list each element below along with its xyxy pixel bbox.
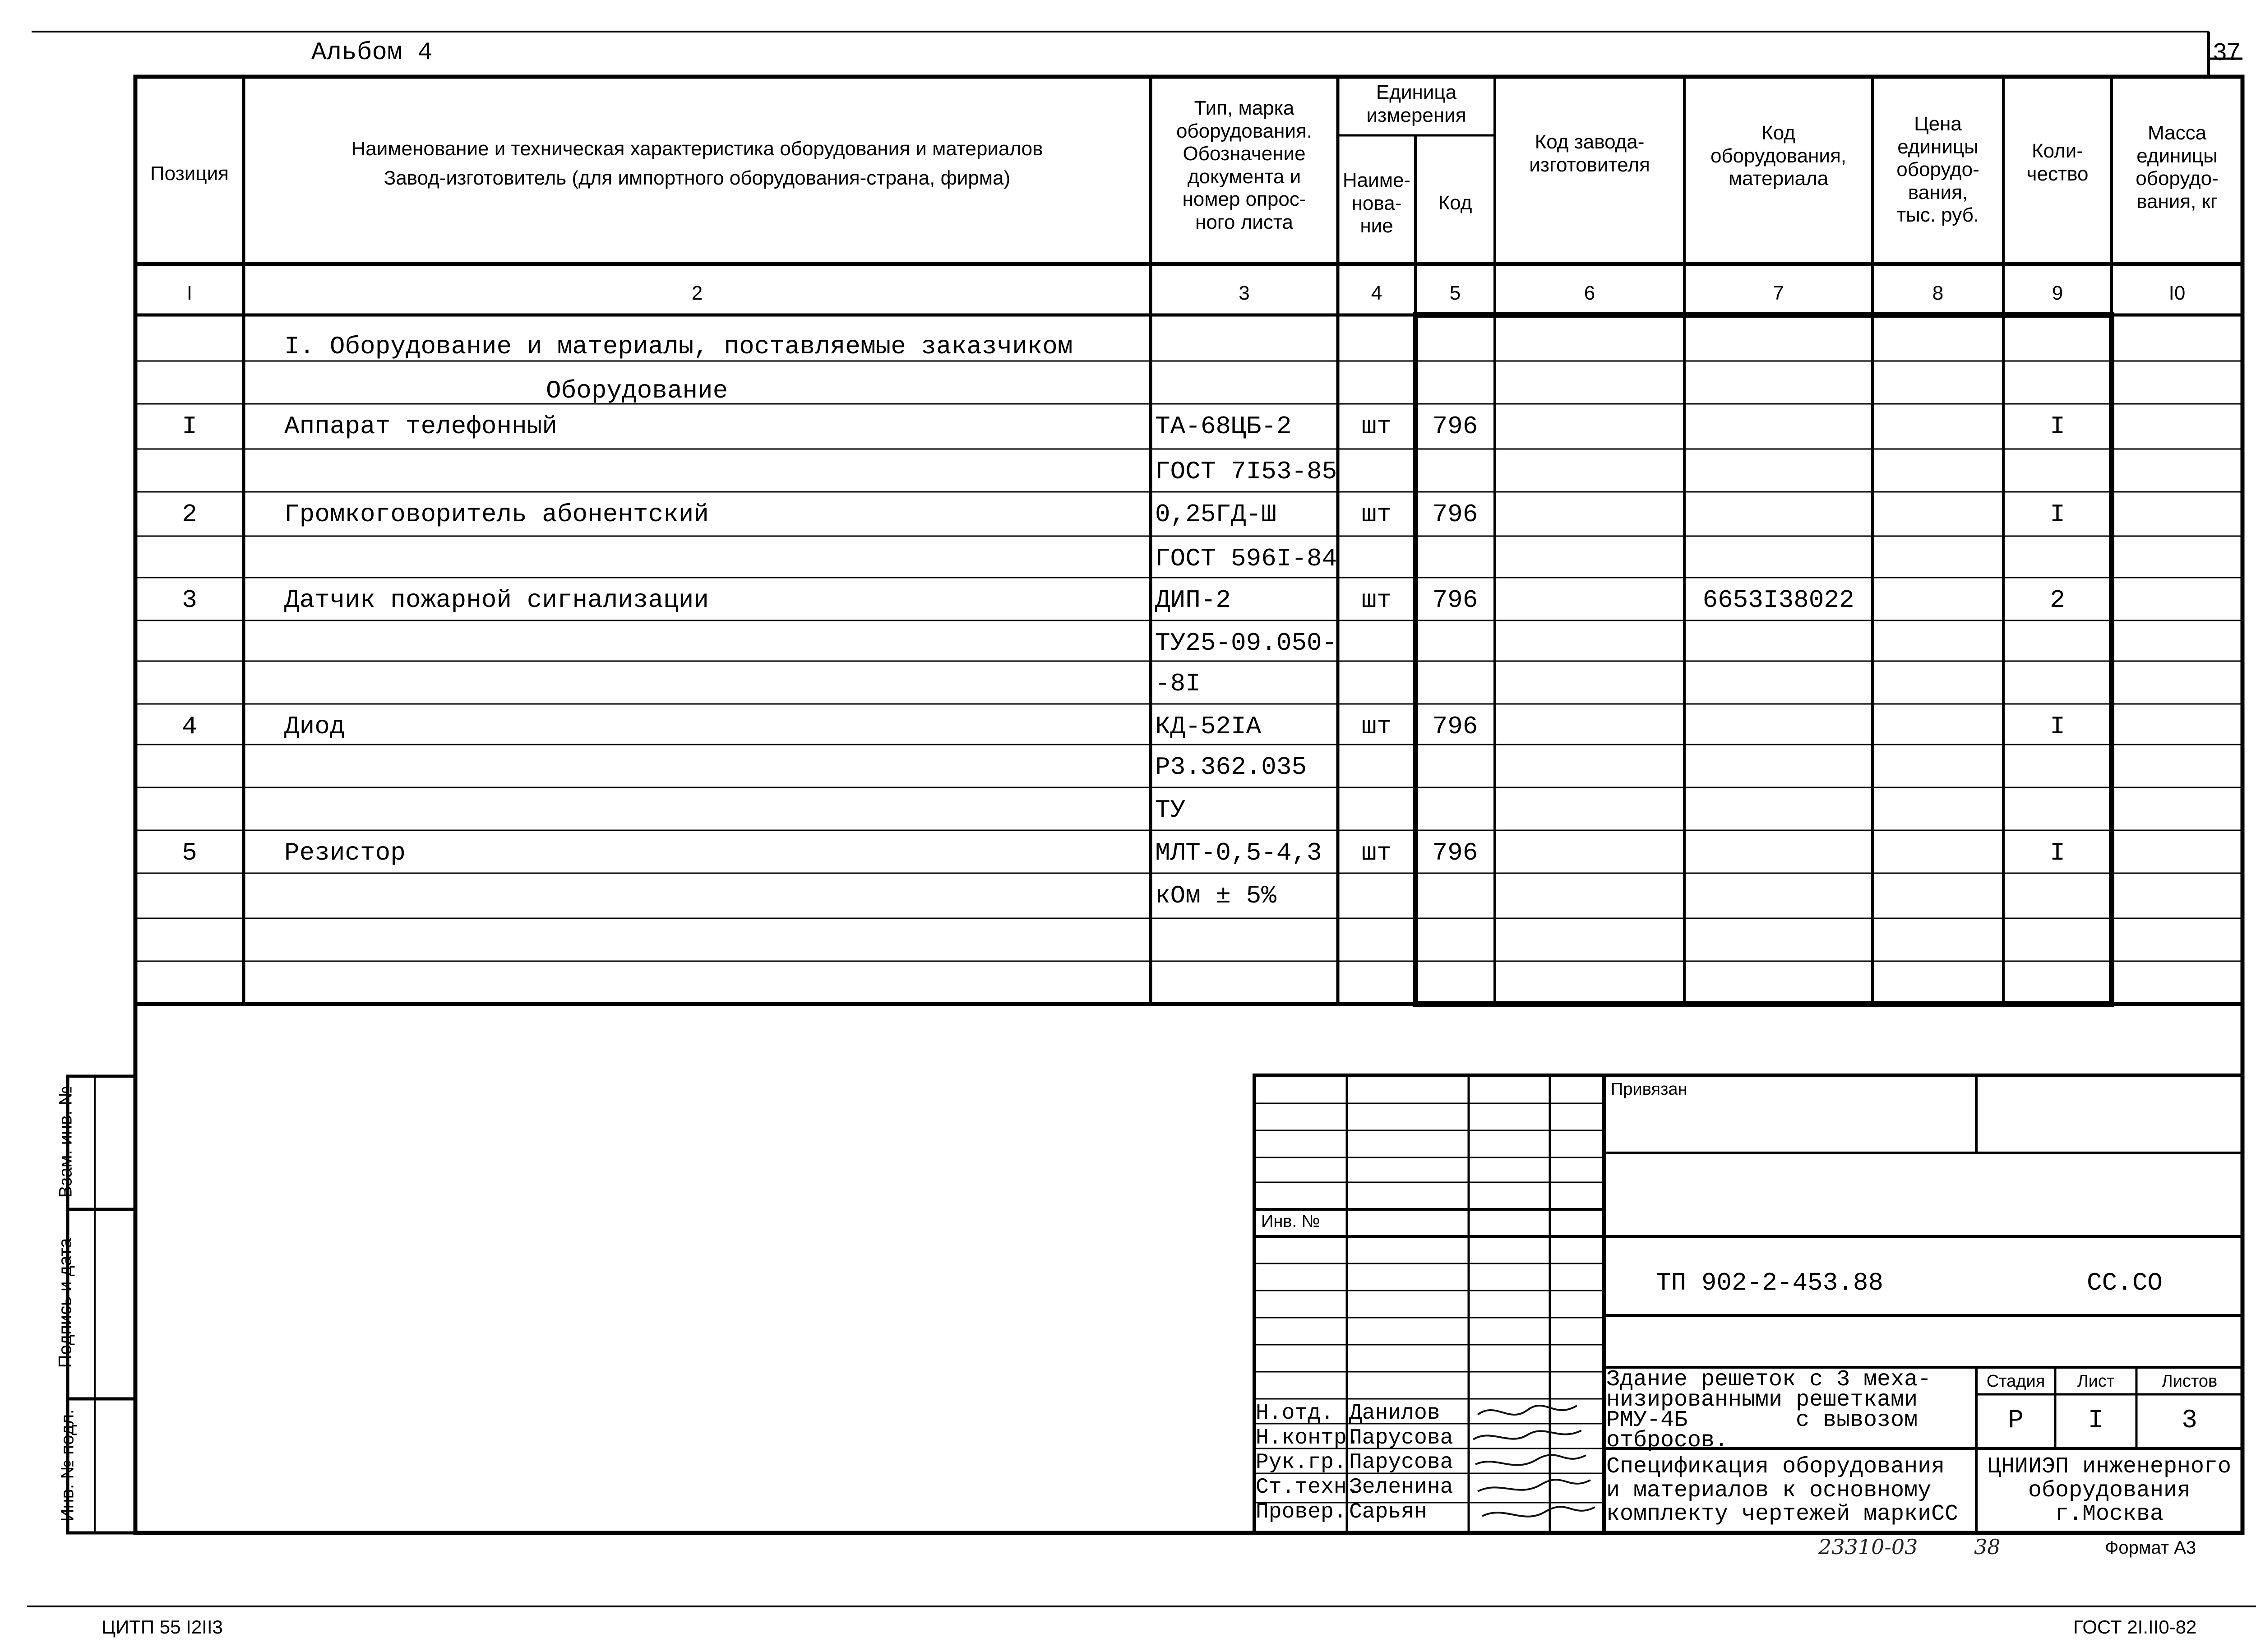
table-cell-qty: I [2050,500,2065,529]
header-mass: Масса единицы оборудо- вания, кг [2136,122,2219,213]
table-cell-type: ТУ [1155,796,1186,824]
header-unit-group: Единица измерения [1366,81,1466,126]
table-cell-name: Аппарат телефонный [284,412,557,441]
header-position: Позиция [150,162,229,185]
table-cell-qty: I [2050,838,2065,867]
header-price: Цена единицы оборудо- вания, тыс. руб. [1896,113,1979,227]
table-cell-type: ТА-68ЦБ-2 [1155,412,1292,441]
table-cell-name: Громкоговоритель абонентский [284,500,709,529]
col-number-8: 8 [1932,282,1944,304]
table-cell-pos: 2 [182,500,197,529]
building-title: Здание решеток с 3 меха- низированными решетками РМУ-4Б с вывозом отбросов. [1606,1367,1932,1453]
footer-left: ЦИТП 55 I2II3 [102,1616,223,1638]
col-number-7: 7 [1773,282,1784,304]
table-cell-pos: 5 [182,838,197,867]
archive-number: 23310-03 [1818,1535,1918,1559]
signer-roles: Н.отд. Н.контр. Рук.гр. Ст.техн. Провер. [1256,1401,1360,1524]
header-factory-code: Код завода- изготовителя [1529,131,1650,176]
sheet-number: 37 [2213,38,2241,65]
sheet-value: I [2088,1406,2104,1435]
table-cell-type: Р3.362.035 [1155,753,1307,782]
sheet-label: Лист [2077,1372,2115,1391]
table-cell-type: 0,25ГД-Ш [1155,500,1276,529]
table-cell-code: 796 [1432,838,1478,867]
spec-title: Спецификация оборудования и материалов к основному комплекту чертежей маркиСС [1606,1454,1959,1527]
header-name-line2: Завод-изготовитель (для импортного оборудования-страна, фирма) [384,167,1011,189]
table-cell-name: Датчик пожарной сигнализации [284,586,709,615]
table-cell-pos: 4 [182,712,197,741]
table-cell-type: МЛТ-0,5-4,3 [1155,838,1322,867]
side-stamp-inv: Инв. № подл. [57,1409,78,1522]
album-label: Альбом 4 [311,38,433,67]
stage-label: Стадия [1986,1372,2045,1391]
table-cell-code: 796 [1432,712,1478,741]
section-title: I. Оборудование и материалы, поставляемые заказчиком [284,332,1073,361]
organization: ЦНИИЭП инженерного оборудования г.Москва [1987,1454,2232,1527]
table-cell-eq-code: 6653I38022 [1702,586,1854,615]
document-mark: СС.СО [2087,1268,2163,1297]
side-stamp-vzam: Взам. инв. № [55,1086,76,1198]
side-stamp-signature: Подпись и дата [55,1238,75,1368]
table-cell-unit: шт [1361,838,1392,867]
col-number-2: 2 [691,282,703,304]
footer-right: ГОСТ 2I.II0-82 [2073,1616,2197,1638]
header-unit-name: Наиме- нова- ние [1342,169,1411,237]
table-cell-code: 796 [1432,412,1478,441]
col-number-9: 9 [2052,282,2063,304]
table-cell-name: Резистор [284,838,406,867]
signatures-drawing [1469,1397,1604,1532]
table-cell-pos: 3 [182,586,197,615]
sheets-label: Листов [2161,1372,2218,1391]
header-quantity: Коли- чество [2026,140,2089,185]
table-cell-type: ГОСТ 7I53-85 [1155,457,1337,486]
subsection-title: Оборудование [546,376,728,405]
header-unit-code: Код [1438,192,1472,214]
col-number-3: 3 [1239,282,1250,304]
table-cell-unit: шт [1361,500,1392,529]
table-cell-code: 796 [1432,586,1478,615]
table-cell-unit: шт [1361,412,1392,441]
table-cell-name: Диод [284,712,345,741]
col-number-1: I [186,282,193,304]
table-cell-type: кОм ± 5% [1155,881,1276,910]
document-code: ТП 902-2-453.88 [1656,1268,1884,1297]
signer-names: Данилов Парусова Парусова Зеленина Сарьян [1349,1401,1453,1524]
table-cell-unit: шт [1361,712,1392,741]
header-name-line1: Наименование и техническая характеристика оборудования и материалов [351,138,1043,160]
table-cell-type: -8I [1155,669,1201,698]
inv-label: Инв. № [1261,1212,1320,1231]
format-label: Формат А3 [2105,1538,2196,1558]
page-number: 38 [1974,1535,2001,1559]
table-cell-type: ГОСТ 596I-84 [1155,544,1337,573]
subsection-underline [546,402,717,406]
table-cell-qty: I [2050,712,2065,741]
privyazan-label: Привязан [1611,1080,1687,1099]
col-number-5: 5 [1449,282,1461,304]
table-cell-pos: I [182,412,197,441]
table-cell-unit: шт [1361,586,1392,615]
col-number-6: 6 [1584,282,1595,304]
sheets-value: 3 [2182,1406,2197,1435]
header-type: Тип, марка оборудования. Обозначение документа и номер опрос- ного листа [1176,97,1313,233]
table-cell-type: ДИП-2 [1155,586,1231,615]
table-cell-type: КД-52IA [1155,712,1262,741]
table-cell-qty: 2 [2050,586,2065,615]
col-number-4: 4 [1371,282,1382,304]
table-cell-type: ТУ25-09.050- [1155,629,1337,657]
stage-value: Р [2008,1406,2024,1435]
header-equipment-code: Код оборудования, материала [1710,122,1847,190]
table-cell-qty: I [2050,412,2065,441]
table-cell-code: 796 [1432,500,1478,529]
col-number-10: I0 [2168,282,2186,304]
